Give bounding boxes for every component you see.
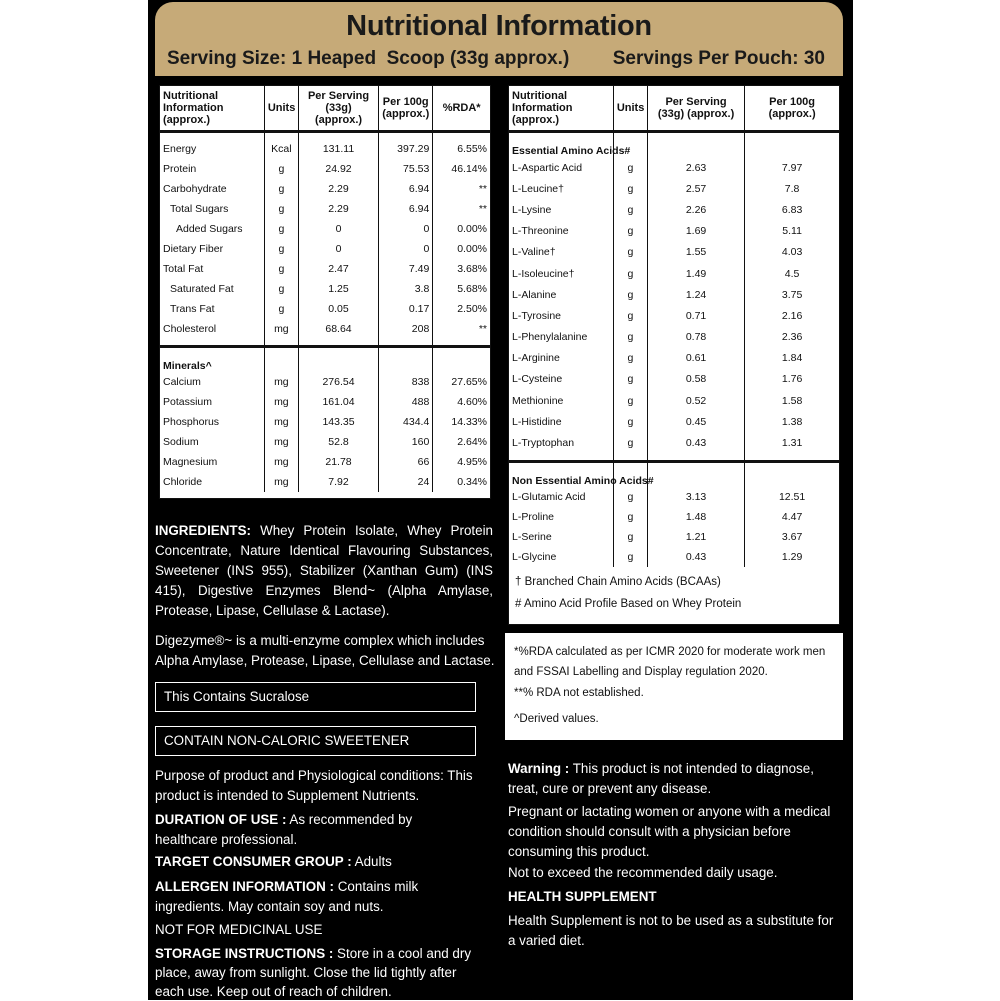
amino-name: L-Proline [509,507,613,527]
amino-per-serving: 0.58 [647,369,744,390]
mineral-per-100g: 160 [379,432,433,452]
purpose-text: Purpose of product and Physiological conditions: This product is intended to Supplement Nutrients. [155,768,473,803]
mineral-name: Chloride [160,472,264,492]
target-label: TARGET CONSUMER GROUP : [155,854,352,869]
nutrient-unit: g [264,299,298,319]
bcaa-footnote: † Branched Chain Amino Acids (BCAAs) [515,576,721,588]
section-title: Minerals^ [160,347,264,373]
mineral-rda: 4.60% [457,396,487,408]
table-row [160,219,490,239]
amino-per-100g: 1.84 [781,352,803,365]
amino-per-serving: 0.43 [647,547,744,567]
target-text: Adults [354,854,392,869]
storage-label: STORAGE INSTRUCTIONS : [155,946,334,961]
nutrient-per-serving: 2.29 [298,179,378,199]
nutrient-unit: g [264,239,298,259]
nutrient-rda: 5.68% [457,283,487,295]
table-row [509,157,839,178]
spacer-cell [264,347,298,373]
nutrient-unit: g [264,199,298,219]
amino-unit: g [613,348,647,369]
mineral-per-serving: 276.54 [298,372,378,392]
table-row [160,179,490,199]
nutrient-per-100g: 3.8 [379,279,433,299]
ingredients-block [155,521,493,621]
amino-body [509,132,839,567]
nutrient-per-serving: 24.92 [298,159,378,179]
amino-per-100g: 1.76 [781,373,803,386]
amino-unit: g [613,284,647,305]
amino-per-100g: 4.03 [781,246,803,259]
mineral-per-100g: 66 [379,452,433,472]
amino-per-100g: 2.36 [781,331,803,344]
nutrient-per-100g: 397.29 [379,139,433,159]
duration-text: As recommended by healthcare professional. [155,812,413,847]
nutrient-name: Cholesterol [160,319,264,339]
nutrient-per-serving: 131.11 [298,139,378,159]
mineral-name: Calcium [160,372,264,392]
mineral-unit: mg [264,472,298,492]
health-supplement-text: Health Supplement is not to be used as a substitute for a varied diet. [508,913,834,948]
nutrient-per-serving: 0.05 [298,299,378,319]
nutrient-unit: g [264,179,298,199]
spacer-cell [745,461,839,487]
nutrient-name: Added Sugars [160,219,264,239]
table-row [160,319,490,339]
amino-per-100g: 1.38 [781,415,803,428]
table-row [509,305,839,326]
duration-label: DURATION OF USE : [155,812,287,827]
spacer-cell [160,132,264,140]
amino-unit: g [613,432,647,453]
minerals-section-row [160,347,490,373]
mineral-per-serving: 52.8 [298,432,378,452]
amino-unit: g [613,242,647,263]
amino-unit: g [613,527,647,547]
amino-per-100g: 12.51 [778,490,806,503]
nutrient-unit: Kcal [264,139,298,159]
amino-name: L-Aspartic Acid [509,157,613,178]
rda-note-3: ^Derived values. [514,713,599,725]
amino-unit: g [613,411,647,432]
amino-unit: g [613,178,647,199]
amino-per-serving: 0.52 [647,390,744,411]
table-row [509,178,839,199]
table-row [160,432,490,452]
nutrient-rda: 0.00% [457,243,487,255]
amino-name: L-Valine† [509,242,613,263]
table-row [160,372,490,392]
section-title: Essential Amino Acids# [509,132,613,158]
rda-notes-box [505,633,843,740]
amino-per-serving: 0.61 [647,348,744,369]
target-block [155,852,485,872]
mineral-rda: 4.95% [457,456,487,468]
nutrient-name: Trans Fat [160,299,264,319]
warning-label: Warning : [508,761,570,776]
mineral-unit: mg [264,452,298,472]
table-row [509,432,839,453]
storage-text: Store in a cool and dry place, away from sunlight. Close the lid tightly after each use. Keep out of reach of children. [155,946,472,999]
nutrient-per-serving: 0 [298,219,378,239]
table-row [509,348,839,369]
table-row [160,452,490,472]
pregnant-text: Pregnant or lactating women or anyone with a medical condition should consult with a physician before consuming this product. [508,804,831,859]
table-row [509,487,839,507]
table-row [160,239,490,259]
amino-per-serving: 0.71 [647,305,744,326]
amino-per-100g: 3.75 [781,288,803,301]
amino-per-100g: 1.58 [781,394,803,407]
amino-per-100g: 1.31 [781,437,803,450]
mineral-rda: 2.64% [457,436,487,448]
nutrient-rda: 6.55% [457,143,487,155]
spacer-cell [379,347,433,373]
amino-col-header-units: Units [613,86,647,132]
amino-name: L-Glycine [509,547,613,567]
mineral-per-serving: 161.04 [298,392,378,412]
amino-per-serving: 1.21 [647,527,744,547]
nutrient-unit: mg [264,319,298,339]
health-supplement-title: HEALTH SUPPLEMENT [508,889,657,904]
amino-name: L-Histidine [509,411,613,432]
table-row [509,199,839,220]
table-row [160,259,490,279]
table-row [509,221,839,242]
rda-note-2: **% RDA not established. [514,687,644,699]
amino-per-serving: 2.57 [647,178,744,199]
nutrient-per-100g: 208 [379,319,433,339]
amino-per-100g: 4.5 [784,267,800,280]
nutrient-unit: g [264,159,298,179]
amino-per-100g: 2.16 [781,309,803,322]
table-row [509,242,839,263]
mineral-unit: mg [264,392,298,412]
nutrient-per-serving: 68.64 [298,319,378,339]
nutrient-per-serving: 1.25 [298,279,378,299]
amino-unit: g [613,199,647,220]
allergen-text: Contains milk ingredients. May contain soy and nuts. [155,879,419,914]
table-row [160,279,490,299]
amino-per-serving: 1.55 [647,242,744,263]
col-header-per-100g: Per 100g (approx.) [379,86,433,132]
nutrient-per-100g: 0.17 [379,299,433,319]
amino-per-serving: 2.63 [647,157,744,178]
amino-per-100g: 7.8 [784,182,800,195]
table-row [160,139,490,159]
mineral-per-100g: 434.4 [379,412,433,432]
amino-name: L-Arginine [509,348,613,369]
table-row [509,369,839,390]
amino-col-header-nutrient: Nutritional Information (approx.) [509,86,613,132]
amino-name: L-Alanine [509,284,613,305]
amino-profile-footnote: # Amino Acid Profile Based on Whey Protein [515,598,742,610]
amino-unit: g [613,487,647,507]
amino-per-serving: 1.69 [647,221,744,242]
nutrient-per-100g: 6.94 [379,179,433,199]
amino-unit: g [613,547,647,567]
spacer-cell [647,132,744,158]
allergen-label: ALLERGEN INFORMATION : [155,879,335,894]
amino-name: L-Isoleucine† [509,263,613,284]
amino-unit: g [613,369,647,390]
section-title: Non Essential Amino Acids# [509,461,613,487]
nutrient-per-100g: 0 [379,219,433,239]
amino-unit: g [613,327,647,348]
amino-per-serving: 1.24 [647,284,744,305]
nutrient-rda: 3.68% [457,263,487,275]
ingredients-text: Whey Protein Isolate, Whey Protein Concentrate, Nature Identical Flavouring Substances, Sweetener (INS 955), Stabilizer (Xanthan Gum) (INS 415), Digestive Enzymes Blend~ (Alpha Amylase, Protease, Lipase, Cellulase & Lactase). [155,523,493,618]
mineral-per-100g: 838 [379,372,433,392]
table-row [509,263,839,284]
amino-per-serving: 0.43 [647,432,744,453]
amino-name: L-Tryptophan [509,432,613,453]
amino-per-100g: 4.47 [781,510,803,523]
spacer-cell [647,461,744,487]
non-caloric-box: CONTAIN NON-CALORIC SWEETENER [155,726,476,756]
amino-name: L-Tyrosine [509,305,613,326]
table-row [160,472,490,492]
table-row [160,299,490,319]
table-row [509,327,839,348]
table-row [160,412,490,432]
table-row [509,507,839,527]
amino-unit: g [613,390,647,411]
amino-unit: g [613,157,647,178]
col-header-per-serving: Per Serving (33g) (approx.) [298,86,378,132]
servings-per-pouch: Servings Per Pouch: 30 [612,48,825,69]
essential-section-row [509,132,839,158]
serving-size: Serving Size: 1 Heaped Scoop (33g approx.) [167,48,570,69]
amino-per-100g: 7.97 [781,161,803,174]
table-row [160,159,490,179]
nutrient-rda: 46.14% [451,163,487,175]
duration-block [155,810,475,850]
page-title: Nutritional Information [346,10,652,42]
nutrient-name: Total Fat [160,259,264,279]
rda-note-1: *%RDA calculated as per ICMR 2020 for moderate work men and FSSAI Labelling and Display regulation 2020. [514,646,826,678]
nutrient-per-100g: 0 [379,239,433,259]
nutrient-rda: 2.50% [457,303,487,315]
amino-per-serving: 1.48 [647,507,744,527]
nutrient-per-100g: 75.53 [379,159,433,179]
table-row [160,392,490,412]
header-banner [155,2,843,76]
amino-per-serving: 1.49 [647,263,744,284]
amino-per-serving: 0.45 [647,411,744,432]
allergen-block [155,877,485,917]
nutrient-name: Saturated Fat [160,279,264,299]
spacer-cell [298,347,378,373]
mineral-name: Phosphorus [160,412,264,432]
warning-block [508,759,843,799]
warning-text: This product is not intended to diagnose, treat, cure or prevent any disease. [508,761,814,796]
mineral-name: Potassium [160,392,264,412]
amino-per-serving: 3.13 [647,487,744,507]
amino-per-serving: 0.78 [647,327,744,348]
nutrients-body [160,132,490,493]
nutrient-name: Energy [160,139,264,159]
amino-name: L-Serine [509,527,613,547]
amino-name: L-Threonine [509,221,613,242]
non-essential-section-row [509,461,839,487]
table-row [509,527,839,547]
mineral-rda: 14.33% [451,416,487,428]
spacer-cell [379,132,433,140]
not-exceed-text: Not to exceed the recommended daily usage. [508,865,778,880]
nutrient-per-100g: 6.94 [379,199,433,219]
amino-col-header-per-serving: Per Serving (33g) (approx.) [647,86,744,132]
amino-per-100g: 5.11 [782,225,802,238]
col-header-rda: %RDA* [433,86,490,132]
digezyme-text: Digezyme®~ is a multi-enzyme complex which includes Alpha Amylase, Protease, Lipase, Cellulase and Lactase. [155,633,495,668]
amino-name: L-Glutamic Acid [509,487,613,507]
nutrient-per-100g: 7.49 [379,259,433,279]
nutrient-unit: g [264,219,298,239]
mineral-per-100g: 24 [379,472,433,492]
amino-unit: g [613,221,647,242]
nutrient-name: Protein [160,159,264,179]
spacer-row [160,132,490,140]
nutrient-name: Carbohydrate [160,179,264,199]
ingredients-label: INGREDIENTS: [155,523,251,538]
spacer-cell [433,347,490,373]
spacer-cell [264,132,298,140]
nutrient-per-serving: 2.29 [298,199,378,219]
amino-per-100g: 6.83 [781,203,803,216]
nutrient-rda: ** [478,203,487,215]
amino-name: L-Leucine† [509,178,613,199]
mineral-per-serving: 7.92 [298,472,378,492]
mineral-unit: mg [264,372,298,392]
nutrient-unit: g [264,279,298,299]
mineral-name: Magnesium [160,452,264,472]
table-row [509,284,839,305]
nutrient-rda: ** [478,183,487,195]
col-header-nutrient: Nutritional Information (approx.) [160,86,264,132]
nutrient-per-serving: 2.47 [298,259,378,279]
mineral-per-100g: 488 [379,392,433,412]
amino-unit: g [613,263,647,284]
amino-name: Methionine [509,390,613,411]
mineral-per-serving: 143.35 [298,412,378,432]
nutrition-table [160,86,490,492]
amino-table [509,86,839,567]
amino-name: L-Lysine [509,199,613,220]
sucralose-box: This Contains Sucralose [155,682,476,712]
amino-col-header-per-100g: Per 100g (approx.) [745,86,839,132]
amino-table-box [508,85,840,625]
col-header-units: Units [264,86,298,132]
spacer-cell [745,132,839,158]
nutrient-name: Dietary Fiber [160,239,264,259]
amino-per-100g: 3.67 [781,530,803,543]
not-medicinal-text: NOT FOR MEDICINAL USE [155,922,323,937]
amino-name: L-Cysteine [509,369,613,390]
nutrient-rda: ** [478,323,487,335]
nutrient-per-serving: 0 [298,239,378,259]
amino-per-serving: 2.26 [647,199,744,220]
mineral-name: Sodium [160,432,264,452]
mineral-rda: 0.34% [457,476,487,488]
mineral-unit: mg [264,412,298,432]
table-row [509,547,839,567]
nutrient-rda: 0.00% [457,223,487,235]
spacer-cell [298,132,378,140]
amino-name: L-Phenylalanine [509,327,613,348]
spacer-cell [433,132,490,140]
storage-block [155,944,485,1001]
table-row [509,411,839,432]
nutrient-name: Total Sugars [160,199,264,219]
amino-unit: g [613,305,647,326]
table-row [160,199,490,219]
mineral-unit: mg [264,432,298,452]
mineral-per-serving: 21.78 [298,452,378,472]
nutrient-unit: g [264,259,298,279]
nutrition-table-box [159,85,491,499]
amino-unit: g [613,507,647,527]
amino-per-100g: 1.29 [781,550,803,563]
table-row [509,390,839,411]
mineral-rda: 27.65% [451,376,487,388]
